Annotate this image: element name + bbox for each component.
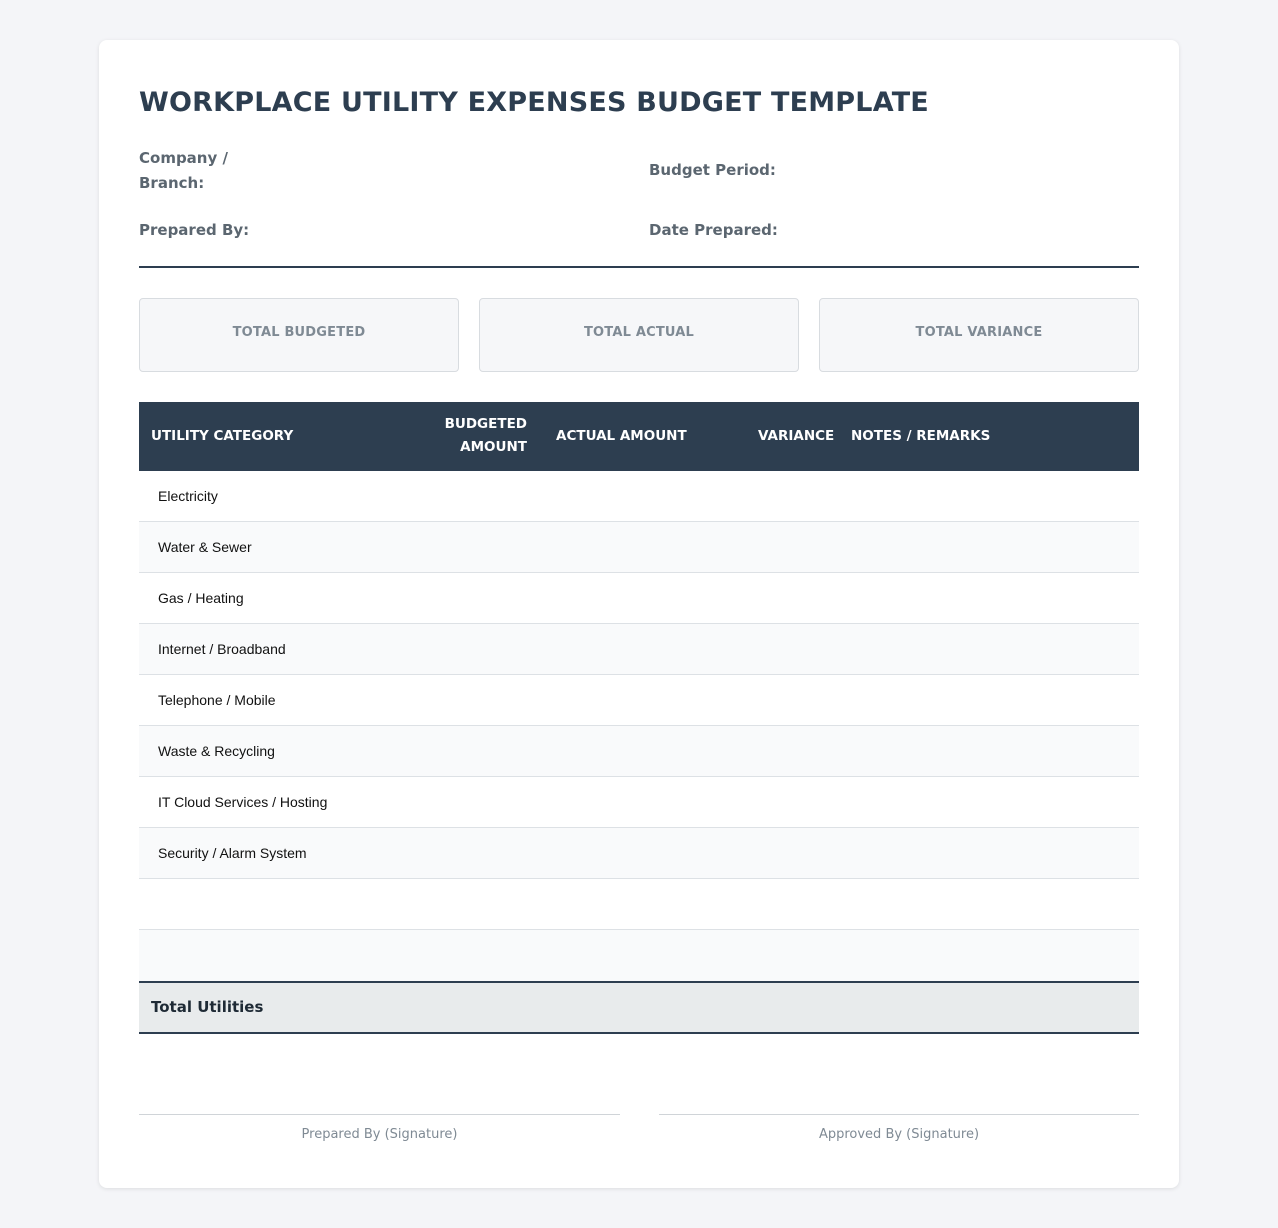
total-budgeted-label: TOTAL BUDGETED <box>232 325 366 340</box>
category-cell: Security / Alarm System <box>158 845 307 861</box>
company-branch-label: Company / Branch: <box>139 149 228 192</box>
total-actual-box <box>479 298 799 372</box>
budget-period-label: Budget Period: <box>649 161 776 179</box>
table-row <box>139 726 1139 777</box>
category-cell: Waste & Recycling <box>158 743 275 759</box>
table-row <box>139 879 1139 930</box>
total-variance-label: TOTAL VARIANCE <box>915 325 1043 340</box>
prepared-signature-line <box>139 1114 620 1115</box>
category-cell: IT Cloud Services / Hosting <box>158 794 328 810</box>
approved-signature-line <box>659 1114 1139 1115</box>
total-utilities-row <box>139 981 1139 1034</box>
header-divider <box>139 266 1139 268</box>
table-row <box>139 777 1139 828</box>
table-row <box>139 522 1139 573</box>
category-cell: Telephone / Mobile <box>158 692 276 708</box>
budget-template-card <box>99 40 1179 1188</box>
prepared-signature-label: Prepared By (Signature) <box>301 1127 458 1142</box>
table-row <box>139 930 1139 981</box>
total-budgeted-box <box>139 298 459 372</box>
table-row <box>139 471 1139 522</box>
prepared-by-label: Prepared By: <box>139 221 250 239</box>
table-row <box>139 675 1139 726</box>
utility-expenses-table <box>139 402 1139 1034</box>
category-cell: Gas / Heating <box>158 590 244 606</box>
column-header-notes: NOTES / REMARKS <box>851 428 991 444</box>
column-header-actual: ACTUAL AMOUNT <box>556 428 687 444</box>
table-row <box>139 624 1139 675</box>
column-header-category: UTILITY CATEGORY <box>151 428 294 444</box>
category-cell: Internet / Broadband <box>158 641 286 657</box>
page-title: WORKPLACE UTILITY EXPENSES BUDGET TEMPLATE <box>139 87 929 118</box>
date-prepared-label: Date Prepared: <box>649 221 778 239</box>
column-header-variance: VARIANCE <box>758 428 835 444</box>
table-row <box>139 828 1139 879</box>
table-row <box>139 573 1139 624</box>
column-header-budgeted: BUDGETED AMOUNT <box>444 416 527 455</box>
category-cell: Electricity <box>158 488 218 504</box>
total-utilities-label: Total Utilities <box>151 998 264 1016</box>
table-header <box>139 402 1139 471</box>
total-actual-label: TOTAL ACTUAL <box>583 325 695 340</box>
category-cell: Water & Sewer <box>158 539 252 555</box>
total-variance-box <box>819 298 1139 372</box>
approved-signature-label: Approved By (Signature) <box>818 1127 980 1142</box>
